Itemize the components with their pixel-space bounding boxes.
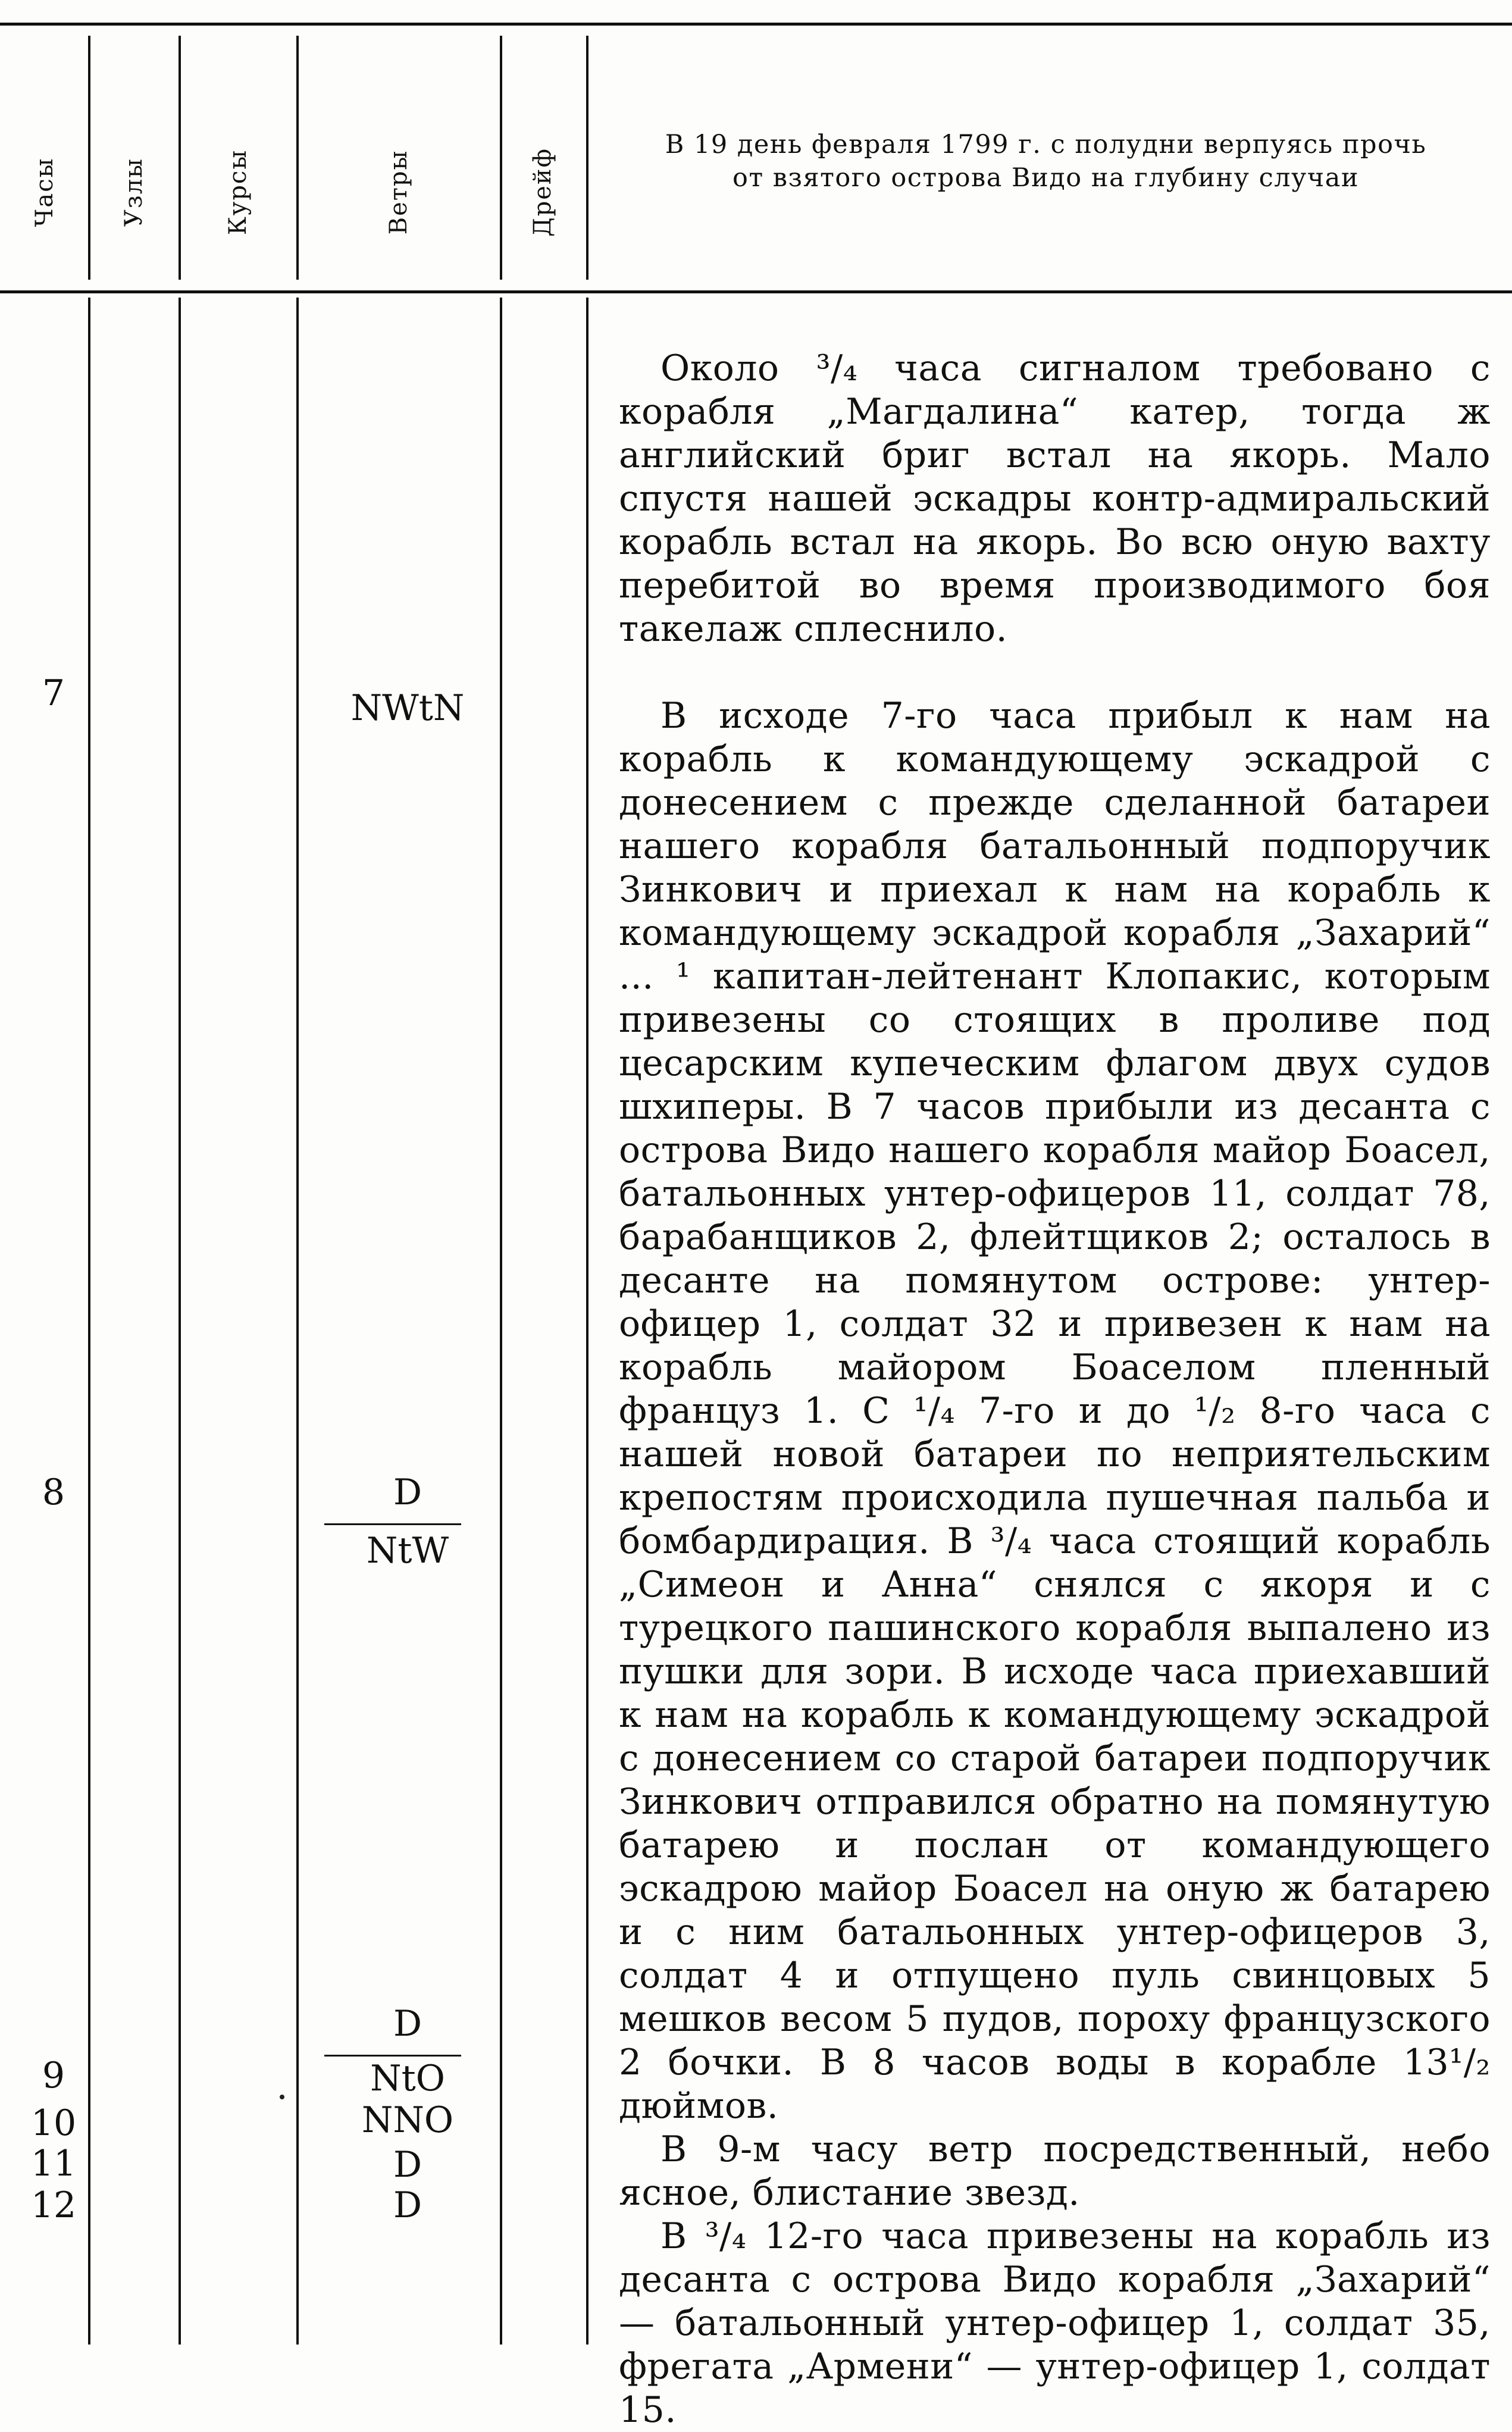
header-courses: Курсы xyxy=(224,149,252,236)
wind-8-fraction-bar xyxy=(324,1523,461,1525)
wind-10: NNO xyxy=(361,2099,454,2141)
header-winds: Ветры xyxy=(385,149,412,235)
wind-8-bottom: NtW xyxy=(366,1530,449,1572)
hour-12: 12 xyxy=(30,2184,77,2226)
col-divider-4 xyxy=(500,36,502,280)
hour-10: 10 xyxy=(30,2102,77,2144)
wind-9-bottom: NtO xyxy=(370,2058,445,2099)
col-divider-5-body xyxy=(586,298,588,2345)
log-paragraph-4: В ³/₄ 12-го часа привезены на корабль из десанта с острова Видо корабля „Захарий“ — батальонный унтер-офицер 1, солдат 35, фрегата „Армени“ — унтер-офицер 1, солдат 15. xyxy=(619,2215,1491,2431)
col-divider-3 xyxy=(296,36,299,280)
header-knots: Узлы xyxy=(120,158,148,227)
hour-7: 7 xyxy=(42,672,65,714)
log-entry-heading xyxy=(601,128,1491,195)
col-divider-5 xyxy=(586,36,588,280)
col-divider-1 xyxy=(88,36,90,280)
log-paragraph-2: В исходе 7-го часа прибыл к нам на корабль к командующему эскадрой с донесением с прежде сделанной батареи нашего корабля батальонный подпоручик Зинкович и приехал к нам на корабль к командующему эскадрой корабля „Захарий“ ... ¹ капитан-лейтенант Клопакис, которым привезены со стоящих в проливе под цесарским купеческим флагом двух судов шхиперы. В 7 часов прибыли из десанта с острова Видо нашего корабля майор Боасел, батальонных унтер-офицеров 11, солдат 78, барабанщиков 2, флейтщиков 2; осталось в десанте на помянутом острове: унтер-офицер 1, солдат 32 и привезен к нам на корабль майором Боаселом пленный француз 1. С ¹/₄ 7-го и до ¹/₂ 8-го часа с нашей новой батареи по неприятельским крепостям происходила пушечная пальба и бомбардирация. В ³/₄ часа стоящий корабль „Симеон и Анна“ снялся с якоря и с турецкого пашинского корабля выпалено из пушки для зори. В исходе часа приехавший к нам на корабль к командующему эскадрой с донесением со старой батареи подпоручик Зинкович отправился обратно на помянутую батарею и послан от командующего эскадрою майор Боасел на оную ж батарею и с ним батальонных унтер-офицеров 3, солдат 4 и отпущено пуль свинцовых 5 мешков весом 5 пудов, пороху французского 2 бочки. В 8 часов воды в корабле 13¹/₂ дюймов. xyxy=(619,695,1491,2127)
header-bottom-rule xyxy=(0,290,1512,293)
wind-12: D xyxy=(393,2184,422,2226)
heading-line-2: от взятого острова Видо на глубину случаи xyxy=(732,163,1360,193)
log-paragraph-3: В 9-м часу ветр посредственный, небо ясное, блистание звезд. xyxy=(619,2129,1491,2214)
log-body xyxy=(619,347,1491,2432)
col-divider-2 xyxy=(179,36,181,280)
ink-speck xyxy=(280,2095,284,2099)
col-divider-2-body xyxy=(179,298,181,2345)
header-hours: Часы xyxy=(31,157,58,227)
wind-8-top: D xyxy=(393,1472,422,1513)
top-rule xyxy=(0,23,1512,26)
log-paragraph-1: Около ³/₄ часа сигналом требовано с корабля „Магдалина“ катер, тогда ж английский бриг встал на якорь. Мало спустя нашей эскадры контр-адмиральский корабль встал на якорь. Во всю оную вахту перебитой во время производимого боя такелаж сплеснило. xyxy=(619,348,1491,650)
wind-7: NWtN xyxy=(350,687,465,729)
hour-9: 9 xyxy=(42,2055,65,2096)
wind-9-top: D xyxy=(393,2003,422,2045)
col-divider-1-body xyxy=(88,298,90,2345)
heading-line-1: В 19 день февраля 1799 г. с полудни верпуясь прочь xyxy=(665,130,1427,159)
wind-11: D xyxy=(393,2144,422,2186)
header-drift: Дрейф xyxy=(529,148,556,237)
hour-11: 11 xyxy=(30,2143,77,2184)
hour-8: 8 xyxy=(42,1472,65,1513)
col-divider-3-body xyxy=(296,298,299,2345)
